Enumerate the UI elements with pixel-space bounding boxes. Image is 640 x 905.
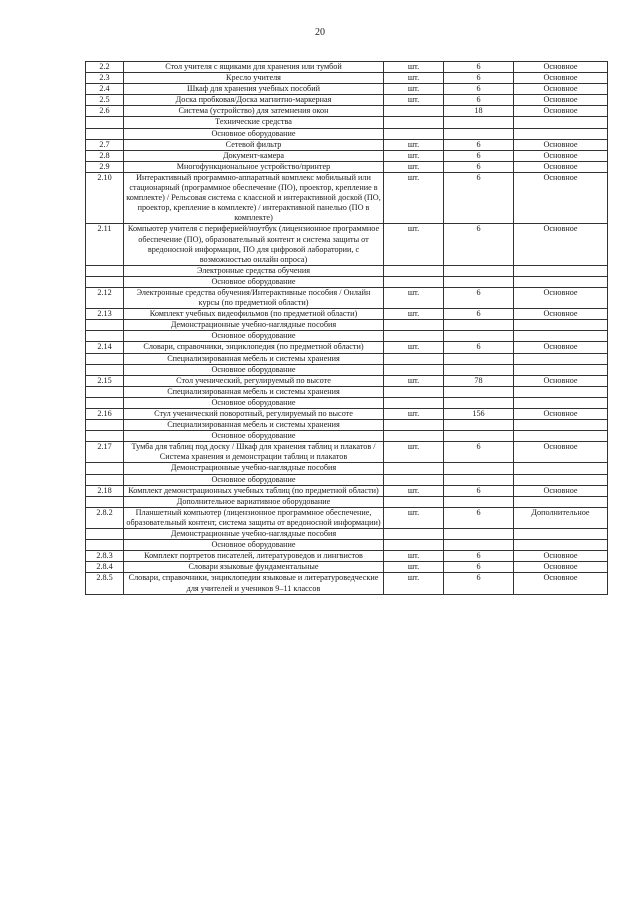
section-title: Демонстрационные учебно-наглядные пособия	[124, 463, 384, 474]
unit-cell	[384, 540, 444, 551]
qty-cell	[444, 474, 514, 485]
unit-cell	[384, 474, 444, 485]
item-unit: шт.	[384, 562, 444, 573]
item-quantity: 6	[444, 342, 514, 353]
item-name: Шкаф для хранения учебных пособий	[124, 84, 384, 95]
item-type: Основное	[514, 73, 608, 84]
item-name: Документ-камера	[124, 150, 384, 161]
table-row	[86, 507, 608, 528]
item-quantity: 6	[444, 84, 514, 95]
section-title: Основное оборудование	[124, 474, 384, 485]
item-unit: шт.	[384, 139, 444, 150]
unit-cell	[384, 431, 444, 442]
type-cell	[514, 331, 608, 342]
item-name: Стол ученический, регулируемый по высоте	[124, 375, 384, 386]
section-title: Специализированная мебель и системы хранения	[124, 386, 384, 397]
type-cell	[514, 364, 608, 375]
item-number: 2.13	[86, 309, 124, 320]
item-type: Основное	[514, 95, 608, 106]
item-name: Доска пробковая/Доска магнитно-маркерная	[124, 95, 384, 106]
item-quantity: 156	[444, 409, 514, 420]
item-unit: шт.	[384, 551, 444, 562]
item-quantity: 6	[444, 172, 514, 223]
type-cell	[514, 353, 608, 364]
qty-cell	[444, 529, 514, 540]
item-number: 2.16	[86, 409, 124, 420]
table-row	[86, 287, 608, 308]
item-quantity: 78	[444, 375, 514, 386]
section-row	[86, 386, 608, 397]
type-cell	[514, 529, 608, 540]
item-name: Планшетный компьютер (лицензионное программное обеспечение, образовательный контент, система защиты от вредоносной информации)	[124, 507, 384, 528]
item-type: Основное	[514, 485, 608, 496]
item-type: Основное	[514, 172, 608, 223]
item-number: 2.10	[86, 172, 124, 223]
table-row	[86, 375, 608, 386]
item-type: Основное	[514, 62, 608, 73]
item-name: Стул ученический поворотный, регулируемый по высоте	[124, 409, 384, 420]
item-name: Интерактивный программно-аппаратный комплекс мобильный или стационарный (программное обеспечение (ПО), проектор, крепление в комплекте) / Рельсовая система с классной и интерактивной доской (ПО, проектор, крепление в комплекте) / интерактивной панелью (ПО в комплекте)	[124, 172, 384, 223]
item-quantity: 6	[444, 224, 514, 265]
section-row	[86, 529, 608, 540]
qty-cell	[444, 386, 514, 397]
item-name: Словари, справочники, энциклопедии языковые и литературоведческие для учителей и учеников 9–11 классов	[124, 573, 384, 594]
item-unit: шт.	[384, 375, 444, 386]
item-unit: шт.	[384, 287, 444, 308]
item-number: 2.4	[86, 84, 124, 95]
qty-cell	[444, 320, 514, 331]
section-title: Основное оборудование	[124, 540, 384, 551]
table-row	[86, 62, 608, 73]
table-row	[86, 172, 608, 223]
unit-cell	[384, 320, 444, 331]
section-row	[86, 364, 608, 375]
item-type: Основное	[514, 309, 608, 320]
item-quantity: 6	[444, 442, 514, 463]
type-cell	[514, 420, 608, 431]
item-unit: шт.	[384, 73, 444, 84]
item-name: Электронные средства обучения/Интерактивные пособия / Онлайн курсы (по предметной области)	[124, 287, 384, 308]
section-row	[86, 276, 608, 287]
qty-cell	[444, 353, 514, 364]
item-type: Основное	[514, 161, 608, 172]
item-quantity: 6	[444, 95, 514, 106]
type-cell	[514, 320, 608, 331]
item-number: 2.17	[86, 442, 124, 463]
section-title: Специализированная мебель и системы хранения	[124, 353, 384, 364]
item-unit: шт.	[384, 573, 444, 594]
item-number: 2.8.4	[86, 562, 124, 573]
item-number: 2.8.5	[86, 573, 124, 594]
item-type: Основное	[514, 551, 608, 562]
item-unit: шт.	[384, 409, 444, 420]
item-name: Стол учителя с ящиками для хранения или тумбой	[124, 62, 384, 73]
num-cell	[86, 386, 124, 397]
item-number: 2.11	[86, 224, 124, 265]
item-name: Комплект учебных видеофильмов (по предметной области)	[124, 309, 384, 320]
item-name: Многофункциональное устройство/принтер	[124, 161, 384, 172]
unit-cell	[384, 496, 444, 507]
item-unit: шт.	[384, 95, 444, 106]
section-row	[86, 331, 608, 342]
table-row	[86, 573, 608, 594]
section-row	[86, 463, 608, 474]
item-quantity: 6	[444, 287, 514, 308]
qty-cell	[444, 276, 514, 287]
item-quantity: 6	[444, 62, 514, 73]
item-type: Основное	[514, 287, 608, 308]
section-row	[86, 496, 608, 507]
section-title: Демонстрационные учебно-наглядные пособия	[124, 529, 384, 540]
unit-cell	[384, 397, 444, 408]
item-quantity: 6	[444, 562, 514, 573]
num-cell	[86, 364, 124, 375]
item-unit: шт.	[384, 224, 444, 265]
section-title: Дополнительное вариативное оборудование	[124, 496, 384, 507]
item-quantity: 6	[444, 309, 514, 320]
equipment-table-body	[86, 62, 608, 595]
qty-cell	[444, 397, 514, 408]
qty-cell	[444, 265, 514, 276]
item-name: Словари, справочники, энциклопедия (по предметной области)	[124, 342, 384, 353]
item-type: Основное	[514, 562, 608, 573]
qty-cell	[444, 540, 514, 551]
item-type: Основное	[514, 409, 608, 420]
unit-cell	[384, 265, 444, 276]
item-type: Основное	[514, 106, 608, 117]
qty-cell	[444, 463, 514, 474]
item-number: 2.5	[86, 95, 124, 106]
item-quantity: 6	[444, 161, 514, 172]
item-quantity: 6	[444, 73, 514, 84]
page-number: 20	[315, 27, 325, 38]
section-row	[86, 431, 608, 442]
section-row	[86, 265, 608, 276]
item-number: 2.12	[86, 287, 124, 308]
table-row	[86, 409, 608, 420]
unit-cell	[384, 353, 444, 364]
unit-cell	[384, 128, 444, 139]
item-number: 2.2	[86, 62, 124, 73]
item-number: 2.8	[86, 150, 124, 161]
item-unit: шт.	[384, 172, 444, 223]
section-row	[86, 117, 608, 128]
unit-cell	[384, 386, 444, 397]
item-unit: шт.	[384, 309, 444, 320]
type-cell	[514, 276, 608, 287]
item-type: Основное	[514, 442, 608, 463]
qty-cell	[444, 331, 514, 342]
item-unit: шт.	[384, 342, 444, 353]
qty-cell	[444, 117, 514, 128]
section-title: Основное оборудование	[124, 397, 384, 408]
table-row	[86, 224, 608, 265]
unit-cell	[384, 529, 444, 540]
item-name: Комплект портретов писателей, литературоведов и лингвистов	[124, 551, 384, 562]
num-cell	[86, 496, 124, 507]
item-number: 2.3	[86, 73, 124, 84]
unit-cell	[384, 463, 444, 474]
num-cell	[86, 540, 124, 551]
item-name: Система (устройство) для затемнения окон	[124, 106, 384, 117]
item-quantity: 6	[444, 551, 514, 562]
section-row	[86, 320, 608, 331]
item-name: Комплект демонстрационных учебных таблиц (по предметной области)	[124, 485, 384, 496]
section-title: Основное оборудование	[124, 431, 384, 442]
unit-cell	[384, 420, 444, 431]
num-cell	[86, 276, 124, 287]
item-name: Сетевой фильтр	[124, 139, 384, 150]
num-cell	[86, 420, 124, 431]
num-cell	[86, 353, 124, 364]
unit-cell	[384, 331, 444, 342]
item-number: 2.18	[86, 485, 124, 496]
table-row	[86, 309, 608, 320]
type-cell	[514, 265, 608, 276]
item-quantity: 18	[444, 106, 514, 117]
item-quantity: 6	[444, 139, 514, 150]
item-type: Основное	[514, 224, 608, 265]
num-cell	[86, 397, 124, 408]
num-cell	[86, 529, 124, 540]
unit-cell	[384, 364, 444, 375]
table-row	[86, 442, 608, 463]
type-cell	[514, 386, 608, 397]
qty-cell	[444, 431, 514, 442]
type-cell	[514, 463, 608, 474]
section-row	[86, 474, 608, 485]
num-cell	[86, 431, 124, 442]
item-name: Словари языковые фундаментальные	[124, 562, 384, 573]
table-row	[86, 485, 608, 496]
section-row	[86, 397, 608, 408]
section-title: Демонстрационные учебно-наглядные пособия	[124, 320, 384, 331]
section-title: Основное оборудование	[124, 331, 384, 342]
num-cell	[86, 463, 124, 474]
type-cell	[514, 496, 608, 507]
section-title: Специализированная мебель и системы хранения	[124, 420, 384, 431]
item-number: 2.8.3	[86, 551, 124, 562]
type-cell	[514, 431, 608, 442]
section-row	[86, 420, 608, 431]
num-cell	[86, 128, 124, 139]
item-number: 2.7	[86, 139, 124, 150]
table-row	[86, 139, 608, 150]
table-row	[86, 84, 608, 95]
unit-cell	[384, 276, 444, 287]
equipment-table	[85, 61, 608, 595]
item-unit: шт.	[384, 62, 444, 73]
item-type: Основное	[514, 84, 608, 95]
item-type: Основное	[514, 573, 608, 594]
item-type: Основное	[514, 139, 608, 150]
item-unit: шт.	[384, 485, 444, 496]
type-cell	[514, 117, 608, 128]
table-row	[86, 551, 608, 562]
num-cell	[86, 474, 124, 485]
item-type: Дополнительное	[514, 507, 608, 528]
item-unit: шт.	[384, 507, 444, 528]
type-cell	[514, 540, 608, 551]
item-quantity: 6	[444, 485, 514, 496]
unit-cell	[384, 117, 444, 128]
type-cell	[514, 128, 608, 139]
table-row	[86, 150, 608, 161]
item-number: 2.8.2	[86, 507, 124, 528]
item-unit	[384, 106, 444, 117]
table-row	[86, 562, 608, 573]
item-type: Основное	[514, 375, 608, 386]
item-name: Компьютер учителя с периферией/ноутбук (лицензионное программное обеспечение (ПО), образовательный контент и система защиты от вредоносной информации, ПО для цифровой лаборатории, с возможностью онлайн опроса)	[124, 224, 384, 265]
item-number: 2.14	[86, 342, 124, 353]
qty-cell	[444, 128, 514, 139]
num-cell	[86, 117, 124, 128]
item-quantity: 6	[444, 573, 514, 594]
num-cell	[86, 265, 124, 276]
item-unit: шт.	[384, 84, 444, 95]
table-row	[86, 161, 608, 172]
item-quantity: 6	[444, 507, 514, 528]
num-cell	[86, 331, 124, 342]
qty-cell	[444, 364, 514, 375]
item-number: 2.9	[86, 161, 124, 172]
section-title: Основное оборудование	[124, 276, 384, 287]
item-name: Кресло учителя	[124, 73, 384, 84]
section-title: Основное оборудование	[124, 364, 384, 375]
item-number: 2.15	[86, 375, 124, 386]
qty-cell	[444, 496, 514, 507]
item-unit: шт.	[384, 161, 444, 172]
section-row	[86, 128, 608, 139]
item-unit: шт.	[384, 442, 444, 463]
qty-cell	[444, 420, 514, 431]
num-cell	[86, 320, 124, 331]
section-title: Технические средства	[124, 117, 384, 128]
item-quantity: 6	[444, 150, 514, 161]
table-row	[86, 342, 608, 353]
item-name: Тумба для таблиц под доску / Шкаф для хранения таблиц и плакатов / Система хранения и демонстрации таблиц и плакатов	[124, 442, 384, 463]
table-row	[86, 95, 608, 106]
item-number: 2.6	[86, 106, 124, 117]
section-row	[86, 353, 608, 364]
item-type: Основное	[514, 342, 608, 353]
table-row	[86, 106, 608, 117]
item-unit: шт.	[384, 150, 444, 161]
section-title: Электронные средства обучения	[124, 265, 384, 276]
table-row	[86, 73, 608, 84]
type-cell	[514, 397, 608, 408]
section-title: Основное оборудование	[124, 128, 384, 139]
item-type: Основное	[514, 150, 608, 161]
type-cell	[514, 474, 608, 485]
section-row	[86, 540, 608, 551]
